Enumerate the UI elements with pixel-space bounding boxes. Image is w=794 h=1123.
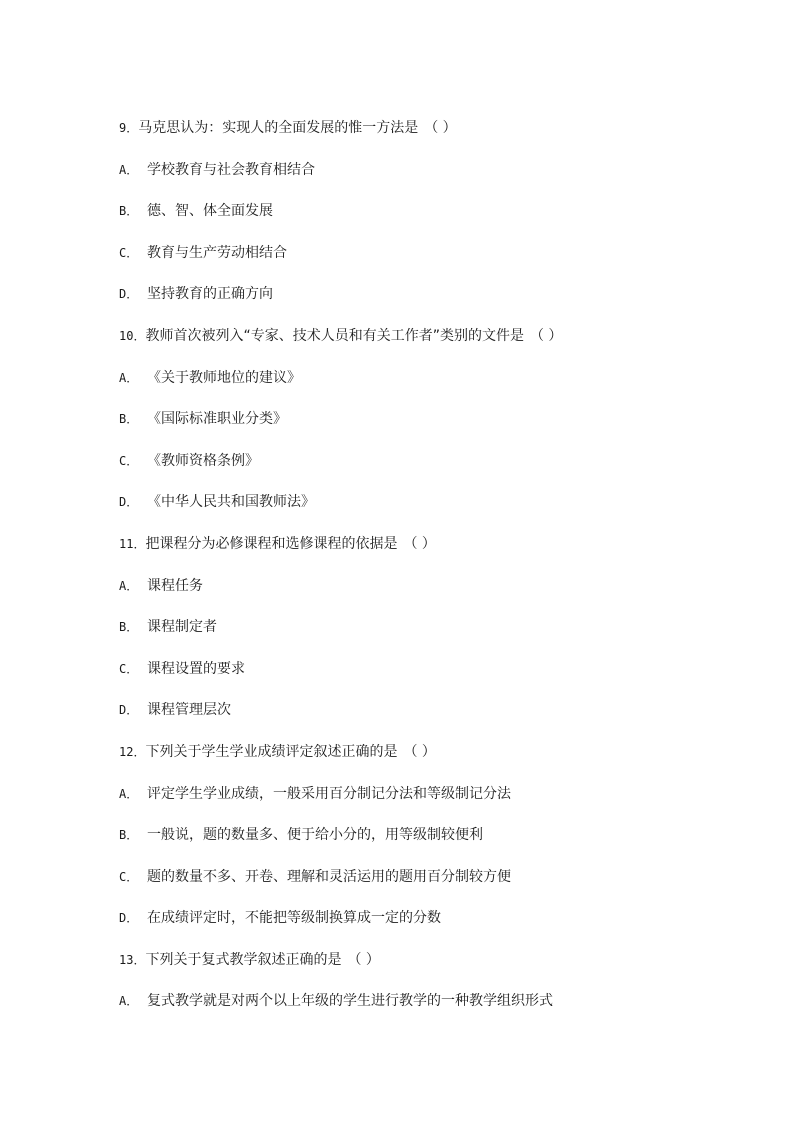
option-12b — [119, 825, 719, 867]
answer-blank: （ ） — [529, 327, 563, 344]
option-text: 教育与生产劳动相结合 — [147, 244, 287, 261]
option-letter: B． — [119, 204, 139, 219]
question-stem-13 — [119, 950, 719, 992]
question-stem-12 — [119, 742, 719, 784]
question-stem-11 — [119, 534, 719, 576]
option-11b — [119, 617, 719, 659]
option-9a — [119, 160, 719, 202]
option-letter: A． — [119, 370, 139, 385]
option-text: 评定学生学业成绩，一般采用百分制记分法和等级制记分法 — [147, 785, 511, 802]
question-text: 下列关于复式教学叙述正确的是 — [145, 951, 342, 968]
option-letter: B． — [119, 620, 139, 635]
option-text: 德、智、体全面发展 — [147, 203, 273, 220]
option-10b — [119, 409, 719, 451]
option-text: 学校教育与社会教育相结合 — [147, 161, 315, 178]
question-stem-9 — [119, 118, 719, 160]
option-text: 课程制定者 — [147, 619, 217, 636]
option-letter: C． — [119, 245, 139, 260]
question-list — [119, 118, 719, 1033]
option-letter: D． — [119, 911, 139, 926]
option-letter: A． — [119, 162, 139, 177]
option-text: 一般说，题的数量多、便于给小分的，用等级制较便利 — [147, 827, 483, 844]
option-9b — [119, 201, 719, 243]
option-letter: D． — [119, 703, 139, 718]
option-text: 坚持教育的正确方向 — [147, 286, 273, 303]
question-number: 11． — [119, 536, 146, 551]
option-letter: C． — [119, 453, 139, 468]
option-9c — [119, 243, 719, 285]
option-letter: D． — [119, 495, 139, 510]
option-text: 课程任务 — [147, 577, 203, 594]
question-text: 下列关于学生学业成绩评定叙述正确的是 — [145, 743, 398, 760]
option-text: 课程设置的要求 — [147, 660, 245, 677]
answer-blank: （ ） — [403, 743, 436, 760]
option-letter: A． — [119, 578, 139, 593]
option-text: 《国际标准职业分类》 — [147, 411, 287, 428]
option-11c — [119, 659, 719, 701]
option-text: 《教师资格条例》 — [147, 452, 259, 469]
option-letter: C． — [119, 869, 139, 884]
answer-blank: （ ） — [347, 951, 380, 968]
question-number: 13． — [119, 952, 146, 967]
option-text: 课程管理层次 — [147, 702, 231, 719]
option-10c — [119, 451, 719, 493]
option-9d — [119, 284, 719, 326]
option-letter: B． — [119, 828, 139, 843]
option-text: 在成绩评定时，不能把等级制换算成一定的分数 — [147, 910, 441, 927]
option-text: 复式教学就是对两个以上年级的学生进行教学的一种教学组织形式 — [147, 993, 553, 1010]
option-12c — [119, 867, 719, 909]
answer-blank: （ ） — [403, 535, 436, 552]
option-13a — [119, 991, 719, 1033]
option-letter: C． — [119, 661, 139, 676]
question-number: 10． — [119, 328, 146, 343]
option-12d — [119, 908, 719, 950]
option-10a — [119, 368, 719, 410]
question-text: 教师首次被列入“专家、技术人员和有关工作者”类别的文件是 — [145, 327, 524, 344]
option-12a — [119, 784, 719, 826]
option-11a — [119, 576, 719, 618]
option-letter: D． — [119, 287, 139, 302]
option-11d — [119, 700, 719, 742]
question-stem-10 — [119, 326, 719, 368]
option-letter: A． — [119, 786, 139, 801]
question-text: 把课程分为必修课程和选修课程的依据是 — [145, 535, 398, 552]
option-text: 《中华人民共和国教师法》 — [147, 494, 315, 511]
question-text: 马克思认为：实现人的全面发展的惟一方法是 — [138, 120, 419, 136]
option-10d — [119, 492, 719, 534]
option-text: 题的数量不多、开卷、理解和灵活运用的题用百分制较方便 — [147, 868, 511, 885]
question-number: 12． — [119, 744, 146, 759]
option-text: 《关于教师地位的建议》 — [147, 369, 301, 386]
question-number: 9． — [119, 121, 139, 135]
option-letter: B． — [119, 412, 139, 427]
option-letter: A． — [119, 994, 139, 1009]
answer-blank: （ ） — [424, 120, 457, 136]
